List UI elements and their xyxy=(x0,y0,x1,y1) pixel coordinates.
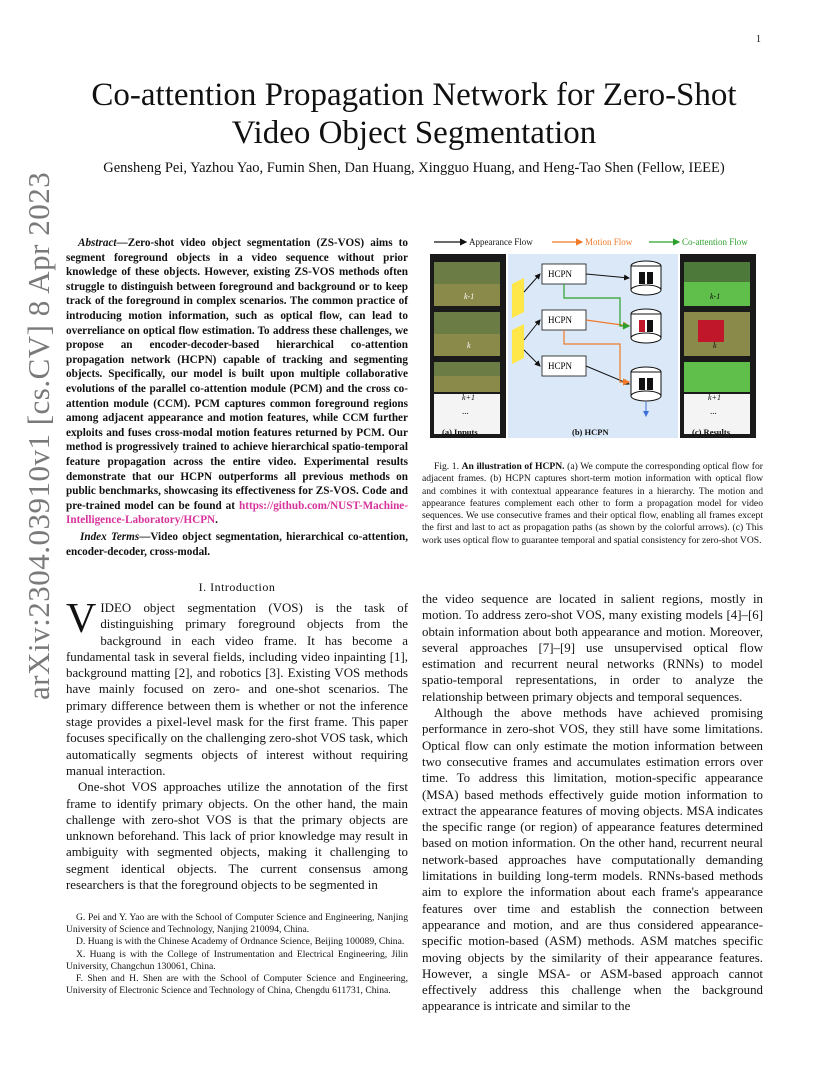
drop-cap: V xyxy=(66,596,97,642)
caption-lead: Fig. 1. xyxy=(434,461,459,472)
hcpn-module-label: HCPN xyxy=(548,269,573,279)
legend-coattention-flow: Co-attention Flow xyxy=(682,237,748,247)
legend-appearance-flow: Appearance Flow xyxy=(469,237,533,247)
panel-label-hcpn: (b) HCPN xyxy=(572,427,609,437)
memory-cylinder xyxy=(631,367,661,401)
intro-paragraph-1 xyxy=(66,596,408,779)
title-line-1: Co-attention Propagation Network for Zero-Shot xyxy=(91,77,737,113)
footnotes xyxy=(66,912,408,997)
intro-paragraph-2: One-shot VOS approaches utilize the annotation of the first frame to identify primary objects. On the other hand, the main challenge with zero-shot VOS is that the primary objects are unknown beforehand. This lack of prior knowledge may result in ambiguity with segmented objects, making it challenging to segment identical objects. The current consensus among researchers is that the foreground objects to be segmented in xyxy=(66,780,408,893)
index-terms-lead: Index Terms xyxy=(80,531,140,543)
frame-label: k-1 xyxy=(710,292,721,301)
panel-label-results: (c) Results xyxy=(692,427,731,437)
frame-label: k+1 xyxy=(462,393,475,402)
caption-bold: An illustration of HCPN. xyxy=(461,461,565,472)
footnote: D. Huang is with the Chinese Academy of Ordnance Science, Beijing 100089, China. xyxy=(76,936,405,948)
intro-p1-text: IDEO object segmentation (VOS) is the task of distinguishing primary foreground objects from the background in each video frame. It has become a fundamental task in several fields, including video inpainting [1], background matting [2], and robotics [3]. Existing VOS methods have mainly focused on zero- and one-shot scenarios. The primary difference between them is whether or not the inference stage provides a pixel-level mask for the first frame. This paper focuses specifically on the challenging zero-shot VOS task, which automatically segments objects of interest without requiring manual interaction. xyxy=(66,601,408,778)
abstract-text: —Zero-shot video object segmentation (ZS-VOS) aims to segment foreground objects in a video sequence without prior knowledge of these objects. However, existing ZS-VOS methods often struggle to distinguish between foreground and background or to keep track of the foreground in complex scenarios. The common practice of introducing motion information, such as optical flow, can lead to overreliance on optical flow estimation. To address these challenges, we propose an encoder-decoder-based hierarchical co-attention propagation network (HCPN) capable of tracking and segmenting objects. Specifically, our model is built upon multiple collaborative evolutions of the parallel co-attention module (PCM) and the cross co-attention module (CCM). PCM captures common foreground regions among adjacent appearance and motion features, while CCM further exploits and fuses cross-modal motion features returned by PCM. Our method is progressively trained to achieve hierarchical spatio-temporal feature propagation across the entire video. Experimental results demonstrate that our HCPN outperforms all previous methods on public benchmarks, showcasing its effectiveness for ZS-VOS. Code and pre-trained model can be found at xyxy=(66,237,408,512)
frame-label: ... xyxy=(462,406,469,416)
code-link[interactable]: https://github.com/NUST-Machine-Intelligence-Laboratory/HCPN xyxy=(66,499,408,527)
footnote: G. Pei and Y. Yao are with the School of Computer Science and Engineering, Nanjing University of Science and Technology, Nanjing 210094, China. xyxy=(66,912,408,936)
intro-left-column xyxy=(66,596,408,893)
hcpn-module-label: HCPN xyxy=(548,315,573,325)
intro-paragraph-3: the video sequence are located in salient regions, mostly in motion. To address zero-shot VOS, many existing models [4]–[6] obtain information about both appearance and motion. Moreover, several approaches [7]–[9] use unsupervised optical flow estimation and recurrent neural networks (RNNs) to model spatio-temporal representations, in order to analyze the relationship between primary objects and temporal sequences. xyxy=(422,592,763,704)
optical-flow-block xyxy=(512,278,524,318)
footnote: F. Shen and H. Shen are with the School of Computer Science and Engineering, University of Electronic Science and Technology of China, Chengdu 611731, China. xyxy=(66,973,408,997)
intro-right-column xyxy=(422,591,763,1015)
intro-paragraph-4: Although the above methods have achieved promising performance in zero-shot VOS, they still have some limitations. Optical flow can only estimate the motion information between two consecutive frames and accumulates estimation errors over time. To address this limitation, motion-specific appearance (MSA) based methods effectively guide motion information to extract the appearance features of moving objects. MSA indicates the specific range (or region) of appearance features determined based on motion information. On the other hand, recurrent neural network-based approaches have computationally demanding limitations in building long-term models. RNNs-based methods aim to explore the information about each frame's appearance features over time and establish the connection between appearance and motion, and are thus considered appearance-specific motion-based (ASM) methods. ASM matches specific moving objects by the similarity of their appearance features. However, a single MSA- or ASM-based approach cannot effectively address this challenge when the background appearance is intricate and similar to the xyxy=(422,706,763,1014)
page-number: 1 xyxy=(756,34,761,45)
index-terms xyxy=(66,530,408,559)
legend-motion-flow: Motion Flow xyxy=(585,237,633,247)
memory-cylinder xyxy=(631,309,661,343)
abstract xyxy=(66,236,408,528)
frame-label: ... xyxy=(710,406,717,416)
hcpn-module-label: HCPN xyxy=(548,361,573,371)
author-list: Gensheng Pei, Yazhou Yao, Fumin Shen, Dan Huang, Xingguo Huang, and Heng-Tao Shen (Fellow, IEEE) xyxy=(103,160,725,176)
frame-label: k+1 xyxy=(708,393,721,402)
hcpn-illustration xyxy=(424,232,762,452)
figure-1 xyxy=(424,232,762,452)
footnote: X. Huang is with the College of Instrumentation and Electrical Engineering, Jilin University, Changchun 130061, China. xyxy=(66,948,408,972)
abstract-end: . xyxy=(215,514,218,527)
frame-label: k xyxy=(713,341,717,350)
caption-text: (a) We compute the corresponding optical flow for adjacent frames. (b) HCPN captures short-term motion information with optical flow and combines it with contextual appearance features in a hierarchy. The motion and appearance features complement each other to form a propagation model for video sequences. We use consecutive frames and their optical flow, enabling all frames except the first and last to act as propagation paths (as shown by the colorful arrows). (c) This work uses optical flow to guarantee temporal and spatial consistency for zero-shot VOS. xyxy=(422,461,763,546)
arxiv-identifier: arXiv:2304.03910v1 [cs.CV] 8 Apr 2023 xyxy=(21,171,56,700)
memory-cylinder xyxy=(631,261,661,295)
panel-label-inputs: (a) Inputs xyxy=(442,427,478,437)
frame-label: k xyxy=(467,341,471,350)
index-terms-text: —Video object segmentation, hierarchical co-attention, encoder-decoder, cross-modal. xyxy=(66,531,408,558)
optical-flow-block xyxy=(512,324,524,364)
section-heading: I. Introduction xyxy=(198,580,276,594)
frame-label: k-1 xyxy=(464,292,475,301)
title-line-2: Video Object Segmentation xyxy=(231,115,597,151)
abstract-lead: Abstract xyxy=(78,237,117,249)
figure-caption xyxy=(422,461,763,547)
paper-title xyxy=(60,76,768,152)
